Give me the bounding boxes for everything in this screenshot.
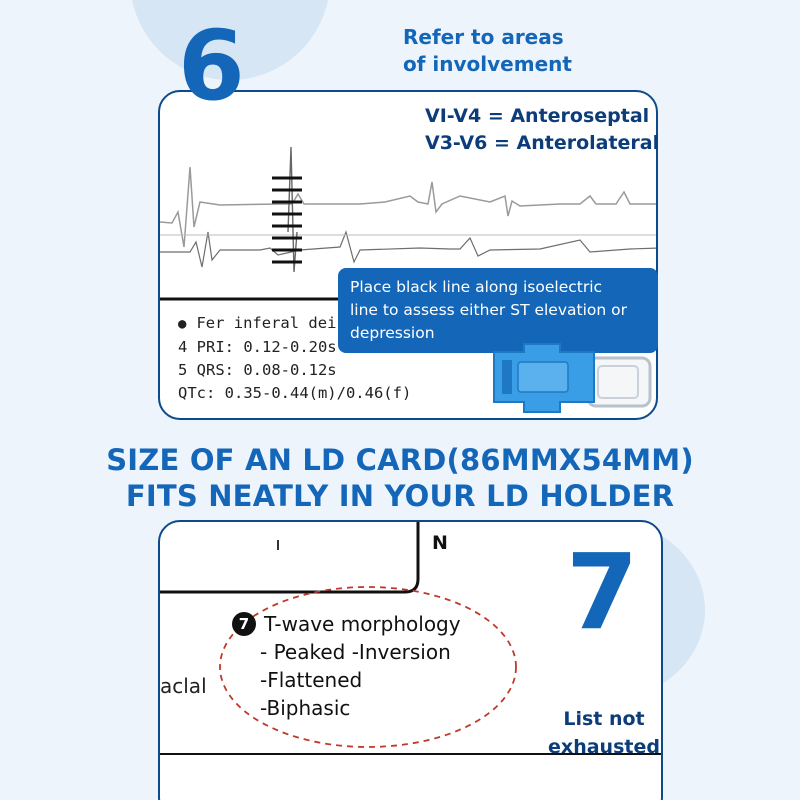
isoelectric-tip: Place black line along isoelectric line to assess either ST elevation or depression [338,268,658,353]
anteroseptal-line: VI-V4 = Anteroseptal [425,105,650,127]
bullet-line: ● Fer inferal dei [178,314,337,332]
twave-item-flattened: -Flattened [260,668,363,692]
step-7-badge: 7 [232,612,256,636]
twave-title-row [232,610,461,638]
twave-item-biphasic: -Biphasic [260,696,351,720]
step-number-6: 6 [178,10,245,122]
ruler-ticks [272,178,302,262]
size-banner-line-2: FITS NEATLY IN YOUR LD HOLDER [125,479,675,513]
step-number-7: 7 [566,531,639,653]
qtc-range: QTc: 0.35-0.44(m)/0.46(f) [178,384,412,402]
twave-title: T-wave morphology [264,612,461,636]
size-banner-line-1: SIZE OF AN LD CARD(86MMX54MM) [106,443,694,477]
lead-areas [425,103,659,157]
twave-item-peaked-inversion: - Peaked -Inversion [260,640,451,664]
corner-letter-n: N [432,532,448,554]
qrs-range: 5 QRS: 0.08-0.12s [178,361,337,379]
card-holder-image [490,340,670,420]
twave-morphology [232,610,461,722]
list-not-exhausted: List not exhausted [548,708,660,758]
lead-label-aclal: aclal [160,674,207,698]
anterolateral-line: V3-V6 = Anterolateral [425,132,660,154]
pri-range: 4 PRI: 0.12-0.20s [178,338,337,356]
step-6-heading: Refer to areas of involvement [403,25,572,76]
